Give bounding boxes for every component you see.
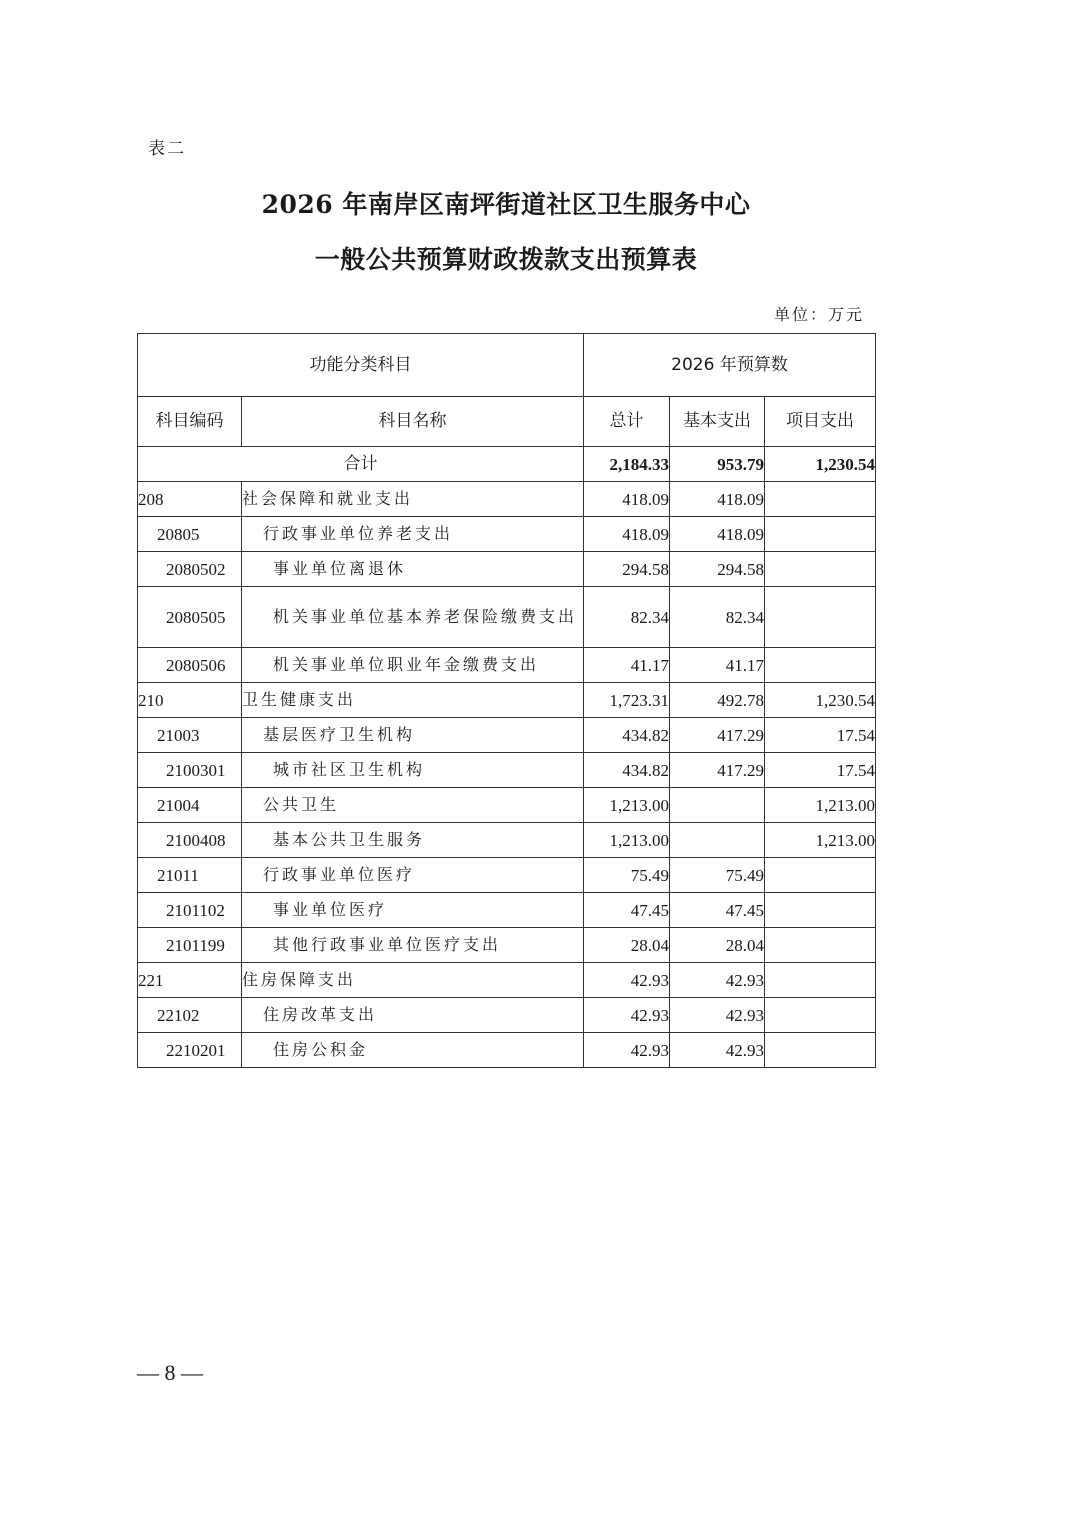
document-title-line1: 2026 年南岸区南坪街道社区卫生服务中心	[261, 190, 751, 219]
row-total: 42.93	[584, 998, 670, 1033]
table-row	[138, 683, 876, 718]
row-name: 城市社区卫生机构	[242, 753, 584, 788]
row-basic	[670, 788, 765, 823]
table-row	[138, 517, 876, 552]
row-code: 2210201	[138, 1033, 242, 1068]
row-code: 2080502	[138, 552, 242, 587]
row-code: 221	[138, 963, 242, 998]
row-project	[765, 928, 876, 963]
budget-table	[137, 333, 876, 1068]
row-basic: 294.58	[670, 552, 765, 587]
table-row	[138, 928, 876, 963]
row-total: 42.93	[584, 1033, 670, 1068]
total-label: 合计	[138, 447, 584, 482]
row-project	[765, 587, 876, 648]
total-row	[138, 447, 876, 482]
row-name: 社会保障和就业支出	[242, 482, 584, 517]
row-basic: 75.49	[670, 858, 765, 893]
table-row	[138, 893, 876, 928]
table-row	[138, 788, 876, 823]
row-name: 行政事业单位医疗	[242, 858, 584, 893]
row-code: 2080505	[138, 587, 242, 648]
row-code: 208	[138, 482, 242, 517]
table-row	[138, 823, 876, 858]
row-project: 17.54	[765, 753, 876, 788]
row-code: 2101102	[138, 893, 242, 928]
row-project	[765, 517, 876, 552]
table-row	[138, 858, 876, 893]
row-basic: 492.78	[670, 683, 765, 718]
document-title-line2: 一般公共预算财政拨款支出预算表	[314, 245, 698, 274]
row-name: 住房改革支出	[242, 998, 584, 1033]
row-project	[765, 1033, 876, 1068]
row-project	[765, 552, 876, 587]
row-project	[765, 893, 876, 928]
row-total: 1,213.00	[584, 823, 670, 858]
row-name: 卫生健康支出	[242, 683, 584, 718]
header-func-category: 功能分类科目	[138, 334, 584, 397]
row-code: 20805	[138, 517, 242, 552]
row-name: 其他行政事业单位医疗支出	[242, 928, 584, 963]
row-project: 1,213.00	[765, 788, 876, 823]
row-name: 机关事业单位职业年金缴费支出	[242, 648, 584, 683]
row-total: 434.82	[584, 753, 670, 788]
row-project: 17.54	[765, 718, 876, 753]
row-total: 1,213.00	[584, 788, 670, 823]
row-name: 住房公积金	[242, 1033, 584, 1068]
total-project: 1,230.54	[765, 447, 876, 482]
row-total: 294.58	[584, 552, 670, 587]
table-label: 表二	[148, 139, 186, 159]
row-project	[765, 963, 876, 998]
row-total: 418.09	[584, 482, 670, 517]
table-row	[138, 648, 876, 683]
header-row-2	[138, 397, 876, 447]
row-project	[765, 998, 876, 1033]
row-name: 行政事业单位养老支出	[242, 517, 584, 552]
row-name: 住房保障支出	[242, 963, 584, 998]
row-code: 210	[138, 683, 242, 718]
row-basic: 28.04	[670, 928, 765, 963]
table-row	[138, 718, 876, 753]
row-code: 2100408	[138, 823, 242, 858]
row-code: 2100301	[138, 753, 242, 788]
row-total: 1,723.31	[584, 683, 670, 718]
row-code: 21004	[138, 788, 242, 823]
header-code: 科目编码	[138, 397, 242, 447]
row-project	[765, 648, 876, 683]
row-basic: 47.45	[670, 893, 765, 928]
row-name: 事业单位医疗	[242, 893, 584, 928]
row-code: 21011	[138, 858, 242, 893]
row-basic: 42.93	[670, 963, 765, 998]
header-name: 科目名称	[242, 397, 584, 447]
row-total: 47.45	[584, 893, 670, 928]
table-row	[138, 587, 876, 648]
row-basic	[670, 823, 765, 858]
total-sum: 2,184.33	[584, 447, 670, 482]
row-code: 2101199	[138, 928, 242, 963]
row-total: 42.93	[584, 963, 670, 998]
row-total: 418.09	[584, 517, 670, 552]
header-project: 项目支出	[765, 397, 876, 447]
row-basic: 418.09	[670, 482, 765, 517]
row-basic: 42.93	[670, 998, 765, 1033]
page-number: — 8 —	[137, 1360, 203, 1385]
row-total: 75.49	[584, 858, 670, 893]
unit-label: 单位：万元	[773, 305, 864, 324]
table-row	[138, 1033, 876, 1068]
row-name: 机关事业单位基本养老保险缴费支出	[242, 587, 584, 648]
row-basic: 418.09	[670, 517, 765, 552]
row-name: 基本公共卫生服务	[242, 823, 584, 858]
header-budget-year: 2026 年预算数	[584, 334, 876, 397]
table-row	[138, 753, 876, 788]
row-basic: 417.29	[670, 718, 765, 753]
row-project	[765, 482, 876, 517]
row-total: 41.17	[584, 648, 670, 683]
row-name: 公共卫生	[242, 788, 584, 823]
row-basic: 42.93	[670, 1033, 765, 1068]
total-basic: 953.79	[670, 447, 765, 482]
header-row-1	[138, 334, 876, 397]
row-total: 434.82	[584, 718, 670, 753]
row-basic: 41.17	[670, 648, 765, 683]
row-name: 基层医疗卫生机构	[242, 718, 584, 753]
row-basic: 82.34	[670, 587, 765, 648]
row-name: 事业单位离退休	[242, 552, 584, 587]
table-row	[138, 998, 876, 1033]
row-code: 22102	[138, 998, 242, 1033]
header-total: 总计	[584, 397, 670, 447]
row-project: 1,213.00	[765, 823, 876, 858]
row-project	[765, 858, 876, 893]
row-code: 2080506	[138, 648, 242, 683]
header-basic: 基本支出	[670, 397, 765, 447]
table-row	[138, 482, 876, 517]
row-code: 21003	[138, 718, 242, 753]
table-row	[138, 963, 876, 998]
table-row	[138, 552, 876, 587]
row-basic: 417.29	[670, 753, 765, 788]
row-total: 82.34	[584, 587, 670, 648]
row-total: 28.04	[584, 928, 670, 963]
row-project: 1,230.54	[765, 683, 876, 718]
